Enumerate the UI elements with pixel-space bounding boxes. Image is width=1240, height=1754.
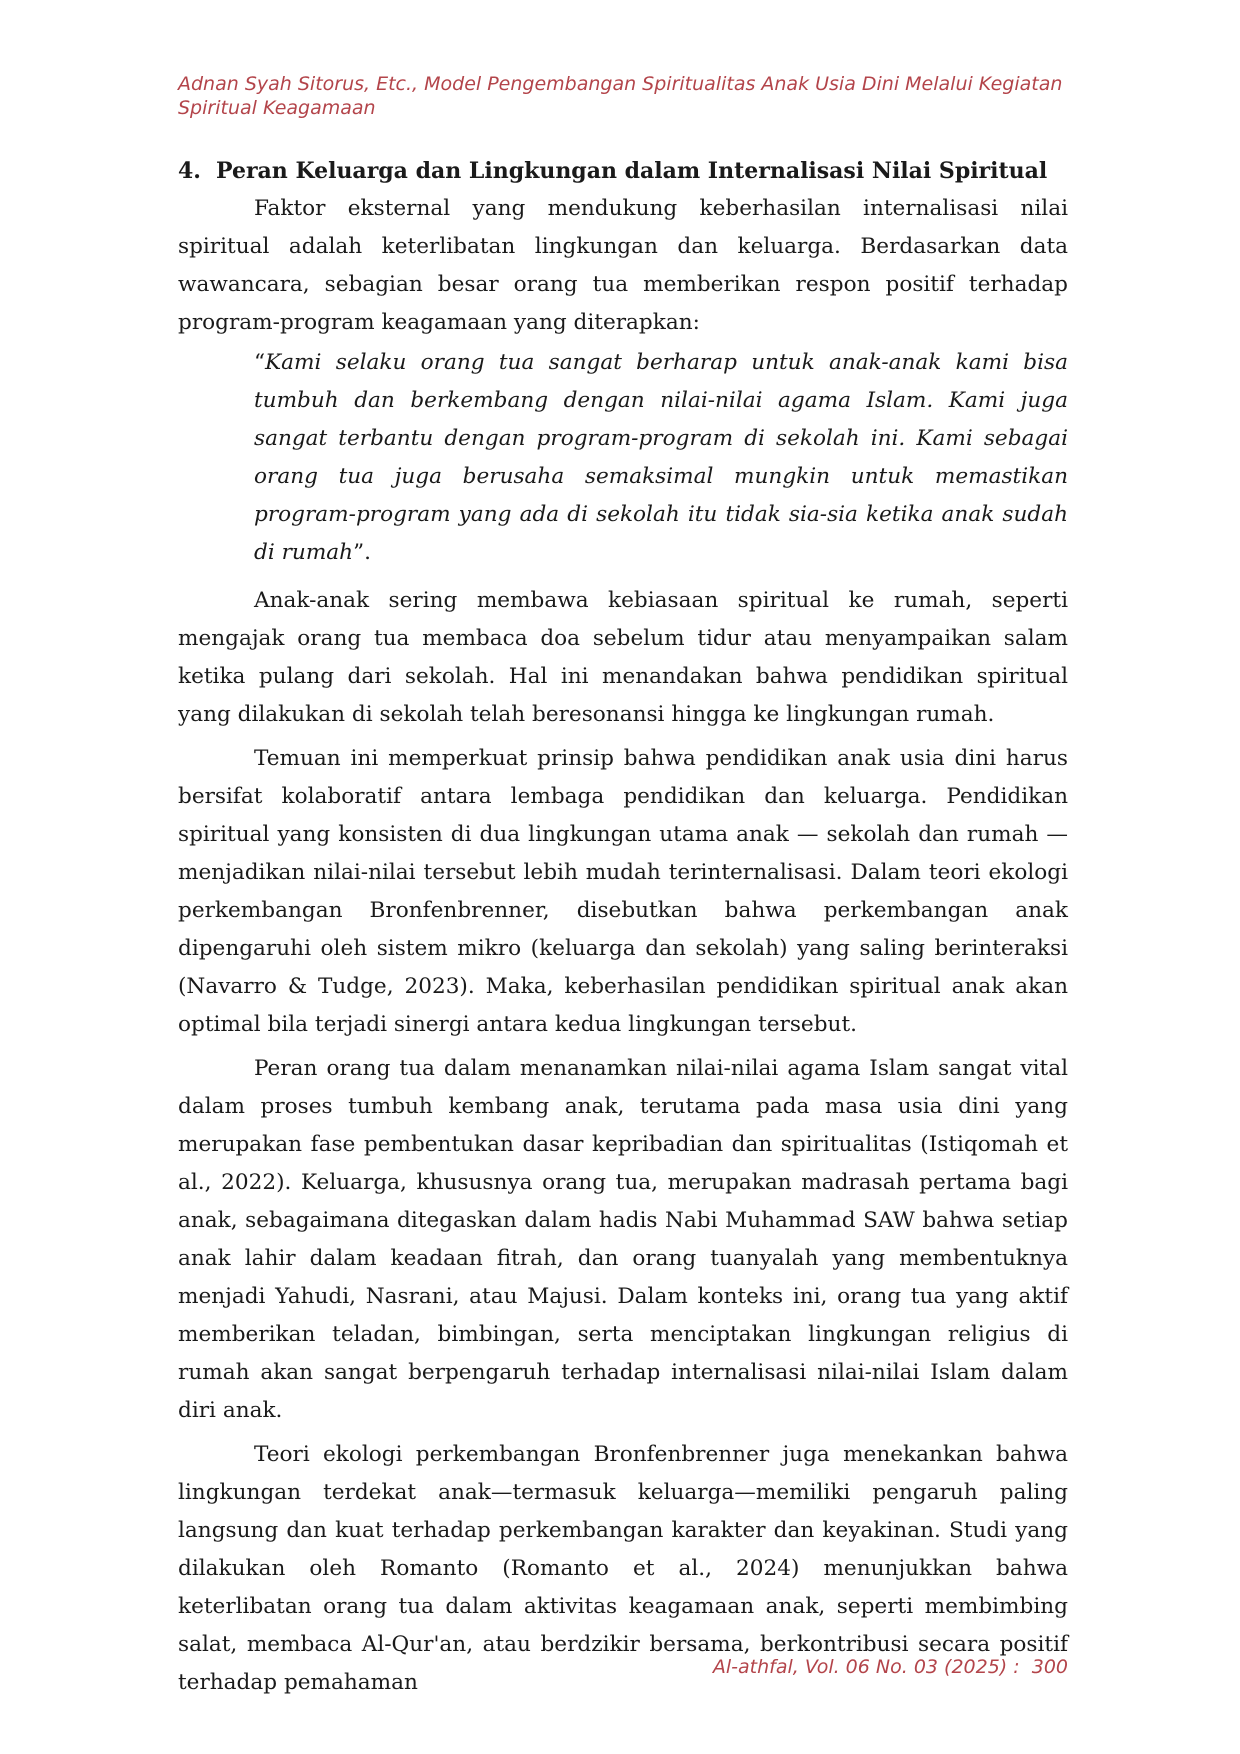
section-heading bbox=[178, 152, 1068, 190]
section-title: Peran Keluarga dan Lingkungan dalam Internalisasi Nilai Spiritual bbox=[216, 158, 1048, 184]
paragraph-5: Teori ekologi perkembangan Bronfenbrenner juga menekankan bahwa lingkungan terdekat anak—termasuk keluarga—memiliki pengaruh paling langsung dan kuat terhadap perkembangan karakter dan keyakinan. Studi yang dilakukan oleh Romanto (Romanto et al., 2024) menunjukkan bahwa keterlibatan orang tua dalam aktivitas keagamaan anak, seperti membimbing salat, membaca Al-Qur'an, atau berdzikir bersama, berkontribusi secara positif terhadap pemahaman bbox=[178, 1442, 1068, 1695]
paragraph-3: Temuan ini memperkuat prinsip bahwa pendidikan anak usia dini harus bersifat kolaboratif antara lembaga pendidikan dan keluarga. Pendidikan spiritual yang konsisten di dua lingkungan utama anak — sekolah dan rumah — menjadikan nilai-nilai tersebut lebih mudah terinternalisasi. Dalam teori ekologi perkembangan Bronfenbrenner, disebutkan bahwa perkembangan anak dipengaruhi oleh sistem mikro (keluarga dan sekolah) yang saling berinteraksi (Navarro & Tudge, 2023). Maka, keberhasilan pendidikan spiritual anak akan optimal bila terjadi sinergi antara kedua lingkungan tersebut. bbox=[178, 746, 1068, 1037]
running-head bbox=[178, 72, 1078, 120]
article-body bbox=[178, 152, 1068, 1702]
running-head-line-2: Spiritual Keagamaan bbox=[178, 97, 376, 119]
section-number: 4. bbox=[178, 158, 201, 184]
interview-quote bbox=[254, 344, 1068, 572]
quote-text: Kami selaku orang tua sangat berharap untuk anak-anak kami bisa tumbuh dan berkembang dengan nilai-nilai agama Islam. Kami juga sangat terbantu dengan program-program di sekolah ini. Kami sebagai orang tua juga berusaha semaksimal mungkin untuk memastikan program-program yang ada di sekolah itu tidak sia-sia ketika anak sudah di rumah bbox=[254, 350, 1068, 565]
journal-footer: Al-athfal, Vol. 06 No. 03 (2025) : 300 bbox=[712, 1656, 1068, 1678]
paragraph-2: Anak-anak sering membawa kebiasaan spiritual ke rumah, seperti mengajak orang tua membaca doa sebelum tidur atau menyampaikan salam ketika pulang dari sekolah. Hal ini menandakan bahwa pendidikan spiritual yang dilakukan di sekolah telah beresonansi hingga ke lingkungan rumah. bbox=[178, 588, 1068, 727]
paragraph-4: Peran orang tua dalam menanamkan nilai-nilai agama Islam sangat vital dalam proses tumbuh kembang anak, terutama pada masa usia dini yang merupakan fase pembentukan dasar kepribadian dan spiritualitas (Istiqomah et al., 2022). Keluarga, khususnya orang tua, merupakan madrasah pertama bagi anak, sebagaimana ditegaskan dalam hadis Nabi Muhammad SAW bahwa setiap anak lahir dalam keadaan fitrah, dan orang tuanyalah yang membentuknya menjadi Yahudi, Nasrani, atau Majusi. Dalam konteks ini, orang tua yang aktif memberikan teladan, bimbingan, serta menciptakan lingkungan religius di rumah akan sangat berpengaruh terhadap internalisasi nilai-nilai Islam dalam diri anak. bbox=[178, 1056, 1068, 1423]
paragraph-1: Faktor eksternal yang mendukung keberhasilan internalisasi nilai spiritual adalah keterlibatan lingkungan dan keluarga. Berdasarkan data wawancara, sebagian besar orang tua memberikan respon positif terhadap program-program keagamaan yang diterapkan: bbox=[178, 196, 1068, 335]
quote-open-mark: “ bbox=[254, 350, 266, 375]
running-head-line-1: Adnan Syah Sitorus, Etc., Model Pengembangan Spiritualitas Anak Usia Dini Melalui Kegiatan bbox=[178, 73, 1063, 95]
quote-close-mark: ”. bbox=[353, 540, 371, 565]
